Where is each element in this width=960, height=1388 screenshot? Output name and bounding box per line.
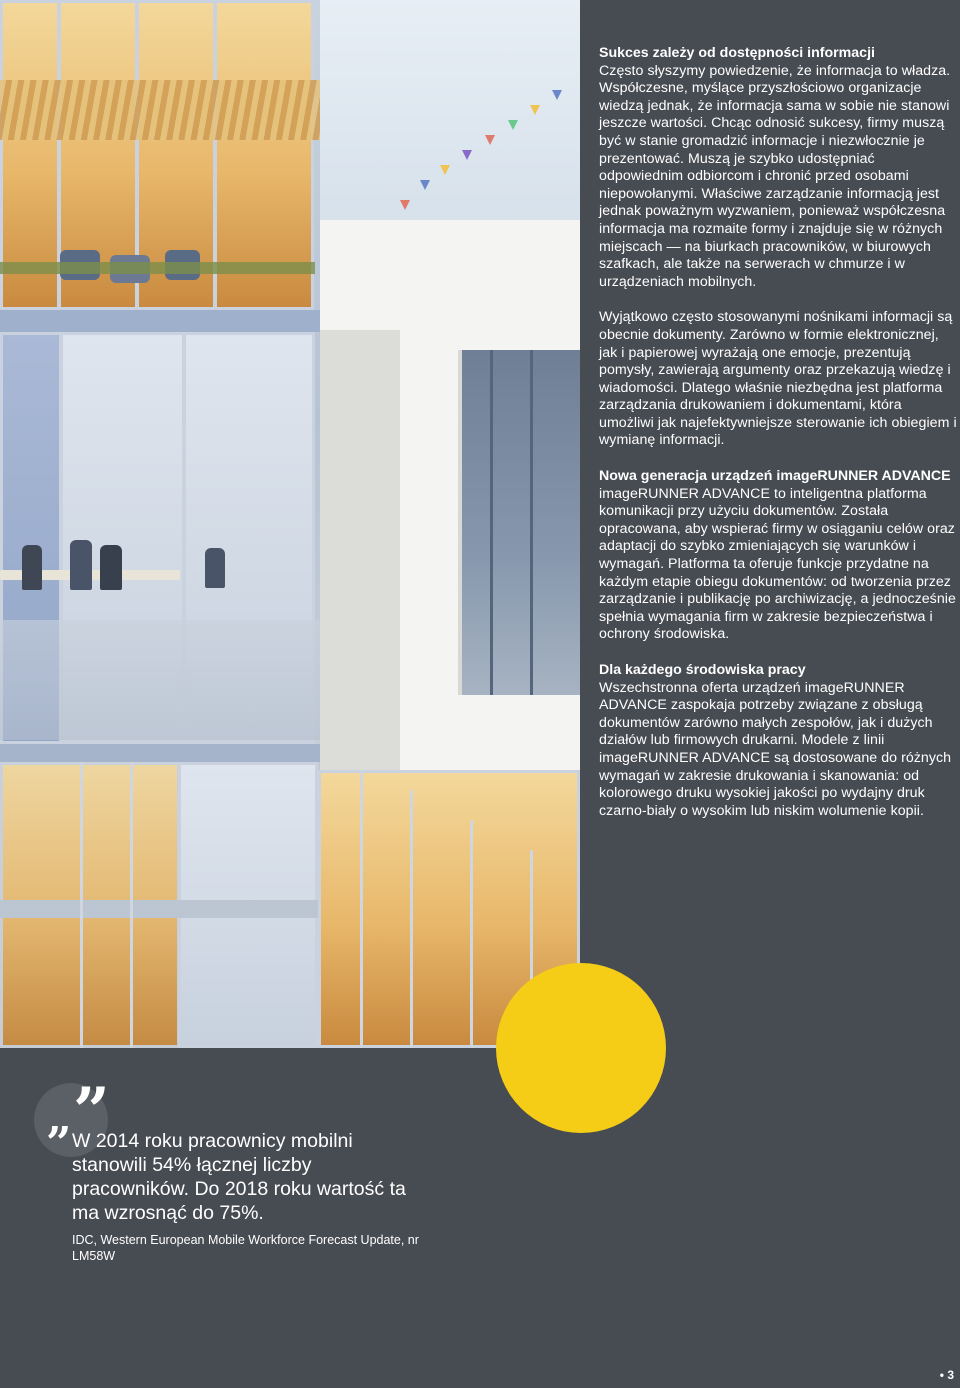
page-number: • 3 <box>939 1368 954 1382</box>
paragraph: Często słyszymy powiedzenie, że informacja to władza. Współczesne, myślące przyszłościowo organizacje wiedzą jednak, że informacja sama w sobie nie stanowi jeszcze wartości. Chcąc odnosić sukcesy, firmy muszą być w stanie gromadzić informacje i niezwłocznie je prezentować. Muszą je szybko udostępniać odpowiednim odbiorcom i chronić przed osobami niepowołanymi. Właściwe zarządzanie informacją jest jednak poważnym wyzwaniem, ponieważ współczesna informacja ma rozmaite formy i znajduje się w różnych miejscach — na biurkach pracowników, w biurowych szafkach, ale także na serwerach w chmurze i w urządzeniach mobilnych. <box>599 62 951 290</box>
section-every-workplace <box>599 662 959 820</box>
section-information-access <box>599 45 959 450</box>
section-heading: Dla każdego środowiska pracy <box>599 662 806 678</box>
yellow-accent-circle <box>496 963 666 1133</box>
paragraph: Wyjątkowo często stosowanymi nośnikami informacji są obecnie dokumenty. Zarówno w formie elektronicznej, jak i papierowej wyrażają one emocje, prezentują pomysły, zawierają argumenty oraz przekazują wiedzę i wiadomości. Dlatego właśnie niezbędna jest platforma zarządzania drukowaniem i dokumentami, która umożliwi jak najefektywniejsze sterowanie ich obiegiem i wymianę informacji. <box>599 309 957 449</box>
quote-source: IDC, Western European Mobile Workforce Forecast Update, nr LM58W <box>72 1233 419 1263</box>
paragraph: imageRUNNER ADVANCE to inteligentna platforma komunikacji przy użyciu dokumentów. Została opracowana, aby wspierać firmy w osiąganiu celów oraz adaptacji do szybko zmieniających się warunków i wymagań. Platforma ta oferuje funkcje przydatne na każdym etapie obiegu dokumentów: od tworzenia przez zarządzanie i publikację po archiwizację, a jednocześnie spełnia wymagania firm w zakresie bezpieczeństwa i ochrony środowiska. <box>599 485 956 643</box>
paragraph: Wszechstronna oferta urządzeń imageRUNNER ADVANCE zaspokaja potrzeby związane z obsługą dokumentów zarówno małych zespołów, jak i dużych działów lub firmowych drukarni. Modele z linii imageRUNNER ADVANCE są dostosowane do różnych wymagań w zakresie drukowania i skanowania: od kolorowego druku wysokiej jakości po wydajny druk czarno-biały o wysokim lub niskim wolumenie kopii. <box>599 679 952 819</box>
section-heading: Nowa generacja urządzeń imageRUNNER ADVANCE <box>599 468 951 485</box>
quote-mark-icon: ” <box>46 1118 72 1169</box>
office-atrium-photo <box>0 0 580 1048</box>
article-column <box>599 45 959 838</box>
quote-mark-icon: ” <box>73 1074 110 1149</box>
section-new-generation <box>599 468 959 644</box>
pull-quote: W 2014 roku pracownicy mobilni stanowili 54% łącznej liczby pracowników. Do 2018 roku wartość ta ma wzrosnąć do 75%. <box>72 1130 406 1224</box>
section-heading: Sukces zależy od dostępności informacji <box>599 45 875 61</box>
